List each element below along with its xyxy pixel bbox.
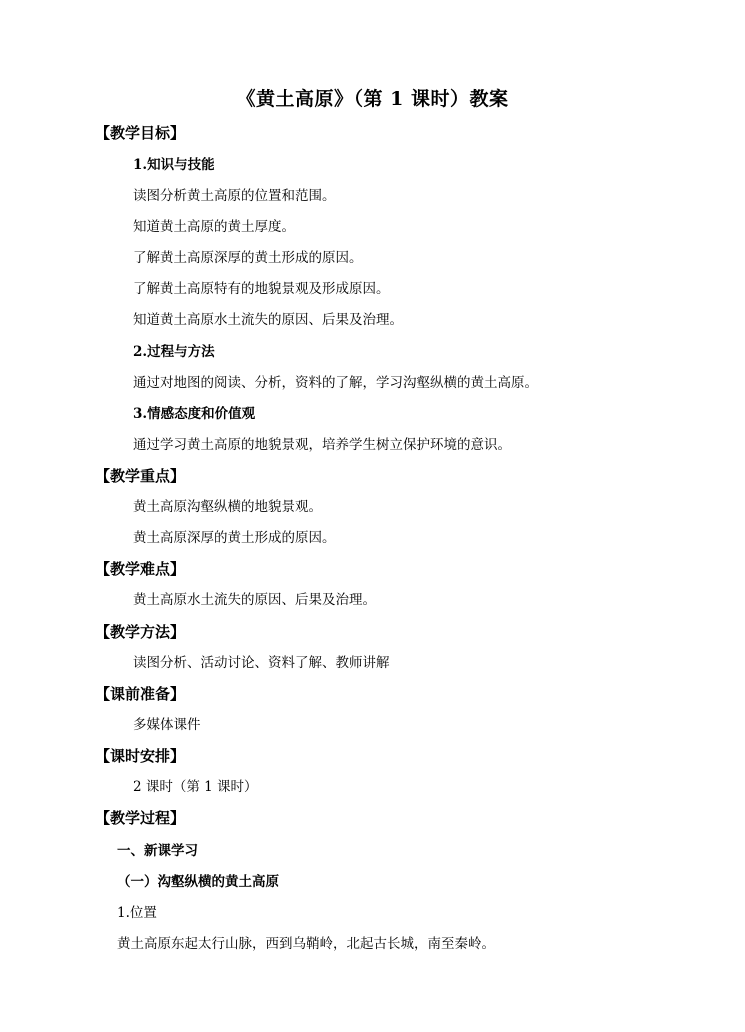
document-title: 《黄土高原》（第 1 课时）教案 xyxy=(236,88,509,110)
methods-heading: 【教学方法】 xyxy=(95,623,186,641)
objective-subheading-knowledge: 1.知识与技能 xyxy=(133,157,215,173)
key-points-heading: 【教学重点】 xyxy=(95,467,186,485)
objective-item: 知道黄土高原水土流失的原因、后果及治理。 xyxy=(133,312,403,328)
process-heading: 【教学过程】 xyxy=(95,809,186,827)
objective-subheading-attitude: 3.情感态度和价值观 xyxy=(133,406,256,422)
process-point: 1.位置 xyxy=(117,905,157,921)
objective-item: 通过对地图的阅读、分析，资料的了解，学习沟壑纵横的黄土高原。 xyxy=(133,375,538,391)
schedule-item: 2 课时（第 1 课时） xyxy=(133,779,258,795)
process-subsection-heading: （一）沟壑纵横的黄土高原 xyxy=(117,874,279,890)
objective-item: 了解黄土高原深厚的黄土形成的原因。 xyxy=(133,250,363,266)
difficulty-item: 黄土高原水土流失的原因、后果及治理。 xyxy=(133,592,376,608)
difficulties-heading: 【教学难点】 xyxy=(95,560,186,578)
key-point-item: 黄土高原深厚的黄土形成的原因。 xyxy=(133,530,336,546)
objective-item: 知道黄土高原的黄土厚度。 xyxy=(133,219,295,235)
schedule-heading: 【课时安排】 xyxy=(95,747,186,765)
objective-item: 了解黄土高原特有的地貌景观及形成原因。 xyxy=(133,281,390,297)
process-text: 黄土高原东起太行山脉，西到乌鞘岭，北起古长城，南至秦岭。 xyxy=(117,936,495,952)
process-section-heading: 一、新课学习 xyxy=(117,843,198,859)
method-item: 读图分析、活动讨论、资料了解、教师讲解 xyxy=(133,655,390,671)
preparation-item: 多媒体课件 xyxy=(133,717,201,733)
key-point-item: 黄土高原沟壑纵横的地貌景观。 xyxy=(133,499,322,515)
objective-subheading-process: 2.过程与方法 xyxy=(133,344,215,360)
preparation-heading: 【课前准备】 xyxy=(95,685,186,703)
objective-item: 读图分析黄土高原的位置和范围。 xyxy=(133,188,336,204)
objectives-heading: 【教学目标】 xyxy=(95,124,186,142)
objective-item: 通过学习黄土高原的地貌景观，培养学生树立保护环境的意识。 xyxy=(133,437,511,453)
